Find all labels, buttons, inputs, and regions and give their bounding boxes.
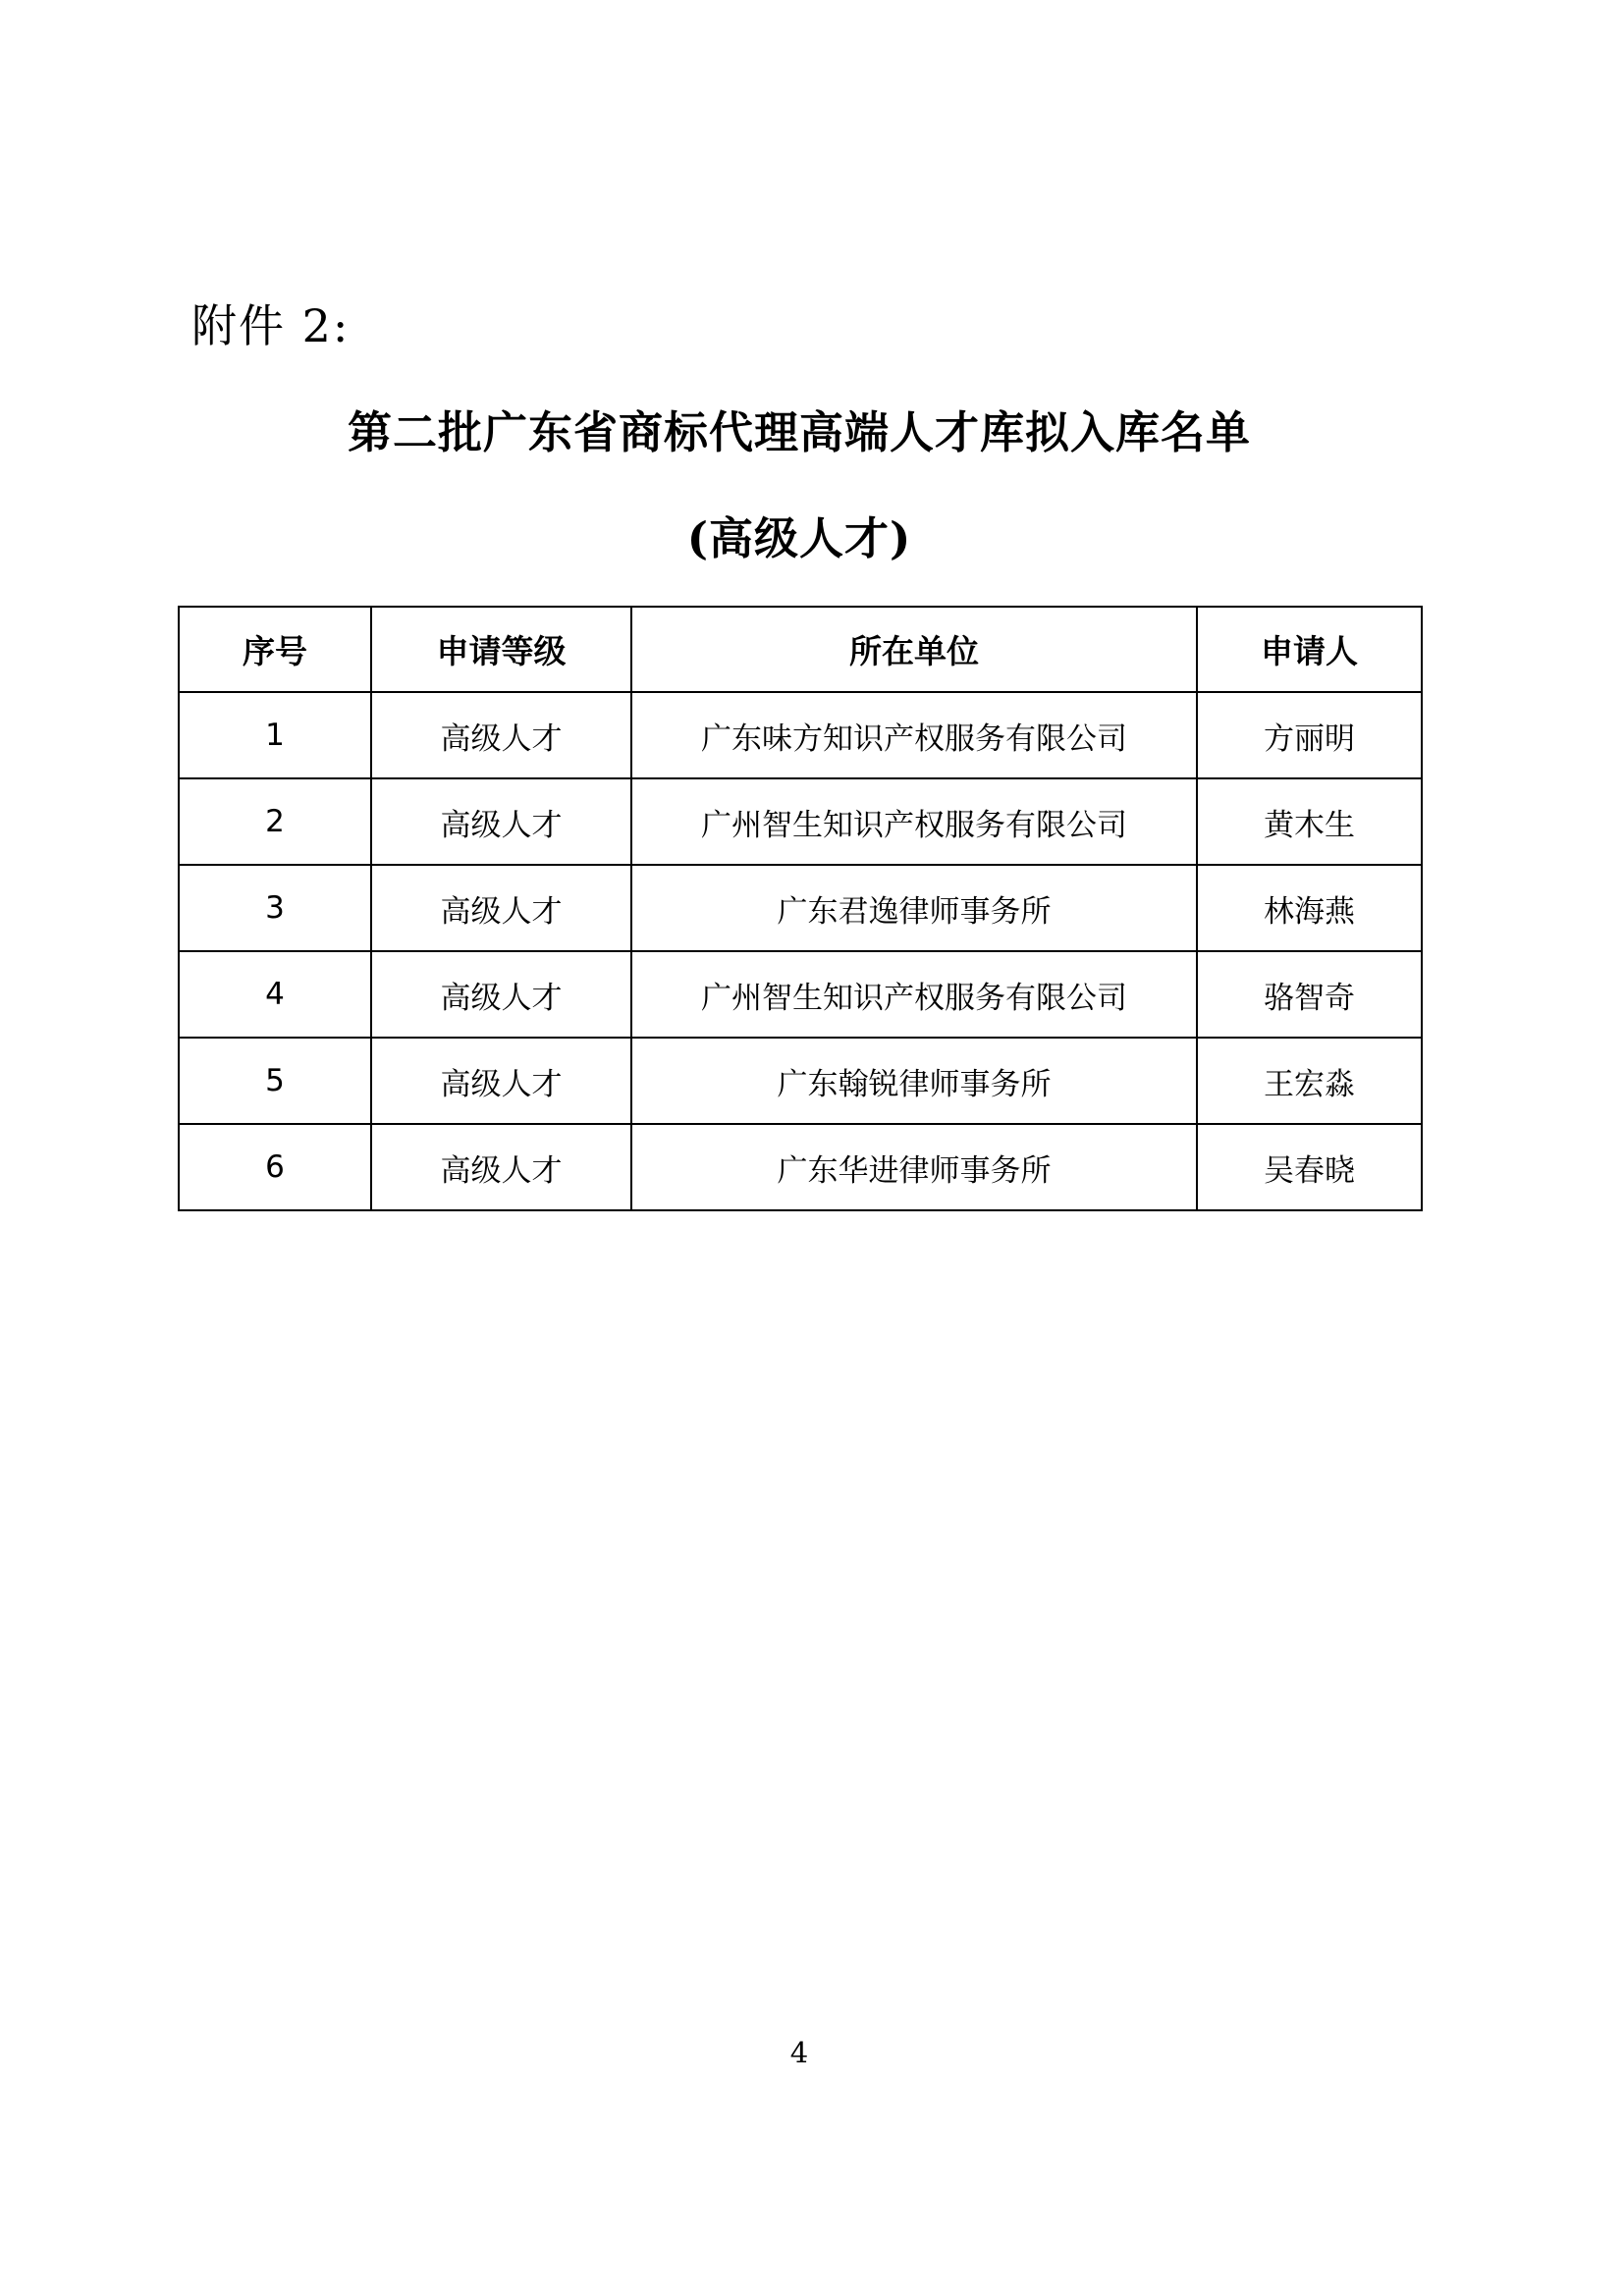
cell-serial-number: 4 xyxy=(179,951,371,1038)
cell-organization: 广州智生知识产权服务有限公司 xyxy=(631,951,1197,1038)
page-number: 4 xyxy=(789,2036,809,2069)
table-row xyxy=(179,865,1422,951)
talent-list-table xyxy=(178,606,1423,1211)
cell-application-level: 高级人才 xyxy=(371,692,631,778)
cell-organization: 广州智生知识产权服务有限公司 xyxy=(631,778,1197,865)
cell-organization: 广东华进律师事务所 xyxy=(631,1124,1197,1210)
cell-serial-number: 2 xyxy=(179,778,371,865)
table-row xyxy=(179,951,1422,1038)
header-cell-applicant: 申请人 xyxy=(1197,607,1422,692)
cell-application-level: 高级人才 xyxy=(371,1124,631,1210)
cell-organization: 广东味方知识产权服务有限公司 xyxy=(631,692,1197,778)
cell-application-level: 高级人才 xyxy=(371,778,631,865)
cell-applicant: 黄木生 xyxy=(1197,778,1422,865)
header-cell-serial-number: 序号 xyxy=(179,607,371,692)
cell-serial-number: 1 xyxy=(179,692,371,778)
table-row xyxy=(179,778,1422,865)
cell-applicant: 吴春晓 xyxy=(1197,1124,1422,1210)
cell-organization: 广东翰锐律师事务所 xyxy=(631,1038,1197,1124)
table-row xyxy=(179,692,1422,778)
cell-applicant: 方丽明 xyxy=(1197,692,1422,778)
cell-application-level: 高级人才 xyxy=(371,1038,631,1124)
cell-serial-number: 5 xyxy=(179,1038,371,1124)
cell-organization: 广东君逸律师事务所 xyxy=(631,865,1197,951)
cell-applicant: 王宏淼 xyxy=(1197,1038,1422,1124)
document-subtitle: (高级人才) xyxy=(686,512,912,564)
cell-serial-number: 3 xyxy=(179,865,371,951)
cell-applicant: 骆智奇 xyxy=(1197,951,1422,1038)
attachment-label: 附件 2: xyxy=(191,299,351,352)
table-row xyxy=(179,1038,1422,1124)
cell-applicant: 林海燕 xyxy=(1197,865,1422,951)
document-title: 第二批广东省商标代理高端人才库拟入库名单 xyxy=(347,406,1251,458)
table-row xyxy=(179,1124,1422,1210)
header-cell-organization: 所在单位 xyxy=(631,607,1197,692)
cell-serial-number: 6 xyxy=(179,1124,371,1210)
header-cell-application-level: 申请等级 xyxy=(371,607,631,692)
table-header-row xyxy=(179,607,1422,692)
cell-application-level: 高级人才 xyxy=(371,951,631,1038)
cell-application-level: 高级人才 xyxy=(371,865,631,951)
